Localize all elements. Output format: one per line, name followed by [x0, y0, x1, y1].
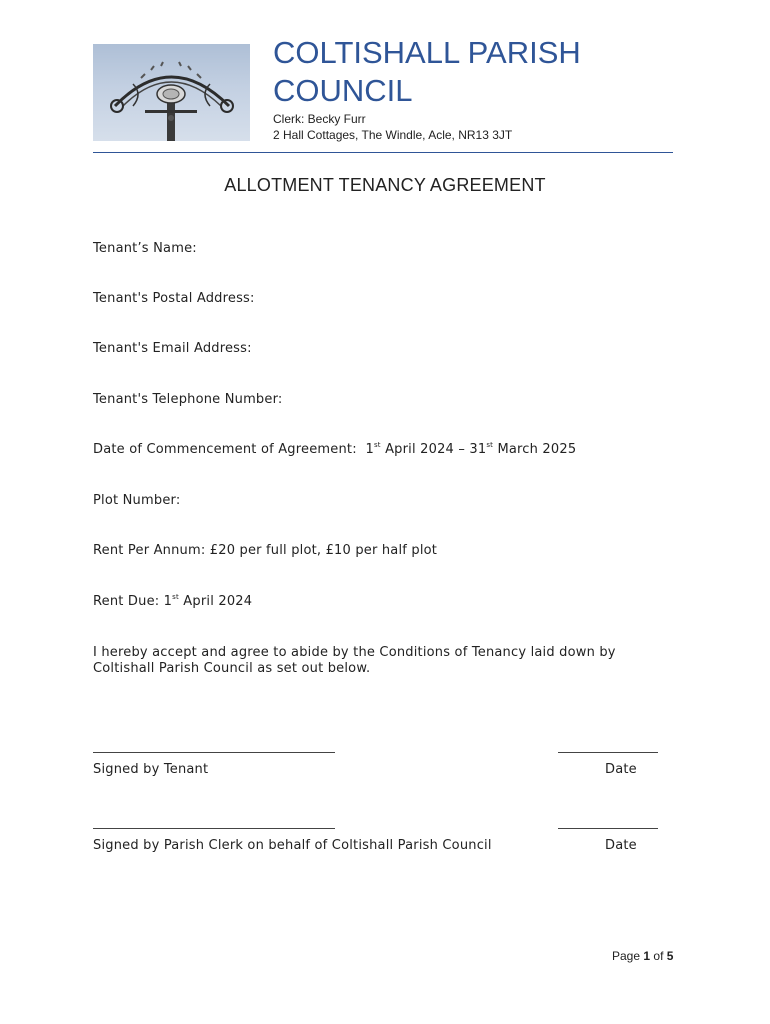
- page-total: 5: [666, 949, 674, 963]
- tenant-name-label: Tenant’s Name:: [93, 241, 197, 256]
- commencement-end-rest: March 2025: [497, 442, 577, 457]
- postal-address-label: Tenant's Postal Address:: [93, 291, 255, 306]
- tenant-signature-line: [93, 752, 335, 753]
- commencement-end-suffix: st: [486, 441, 494, 449]
- acceptance-statement: I hereby accept and agree to abide by the Conditions of Tenancy laid down by Coltishall Parish Council as set out below.: [93, 645, 616, 676]
- rent-per-annum: Rent Per Annum: £20 per full plot, £10 per half plot: [93, 543, 438, 558]
- tenant-signature-label: Signed by Tenant: [93, 762, 209, 777]
- telephone-label: Tenant's Telephone Number:: [93, 392, 283, 407]
- village-sign-icon: [93, 44, 250, 141]
- commencement-start-suffix: st: [373, 441, 381, 449]
- clerk-address: 2 Hall Cottages, The Windle, Acle, NR13 3JT: [273, 128, 513, 142]
- tenant-date-line: [558, 752, 658, 753]
- plot-number-label: Plot Number:: [93, 493, 181, 508]
- page-prefix: Page: [612, 949, 641, 963]
- commencement-label: Date of Commencement of Agreement:: [93, 442, 357, 457]
- page-number: [612, 949, 673, 963]
- commencement-date: [93, 442, 576, 457]
- clerk-date-line: [558, 828, 658, 829]
- clerk-signature-line: [93, 828, 335, 829]
- rent-due-rest: April 2024: [183, 594, 253, 609]
- commencement-start-rest: April 2024 – 31: [385, 442, 487, 457]
- clerk-date-label: Date: [605, 838, 637, 853]
- rent-due: [93, 594, 252, 609]
- clerk-name: Clerk: Becky Furr: [273, 112, 366, 126]
- commencement-start-day: 1: [365, 442, 374, 457]
- header-divider: [93, 152, 673, 153]
- page-current: 1: [643, 949, 651, 963]
- tenant-date-label: Date: [605, 762, 637, 777]
- rent-due-label: Rent Due: 1: [93, 594, 173, 609]
- rent-due-suffix: st: [172, 593, 179, 601]
- document-title: ALLOTMENT TENANCY AGREEMENT: [224, 175, 546, 195]
- council-name: COLTISHALL PARISH COUNCIL: [273, 35, 581, 108]
- clerk-signature-label: Signed by Parish Clerk on behalf of Coltishall Parish Council: [93, 838, 492, 853]
- page-of: of: [653, 949, 664, 963]
- email-address-label: Tenant's Email Address:: [93, 341, 252, 356]
